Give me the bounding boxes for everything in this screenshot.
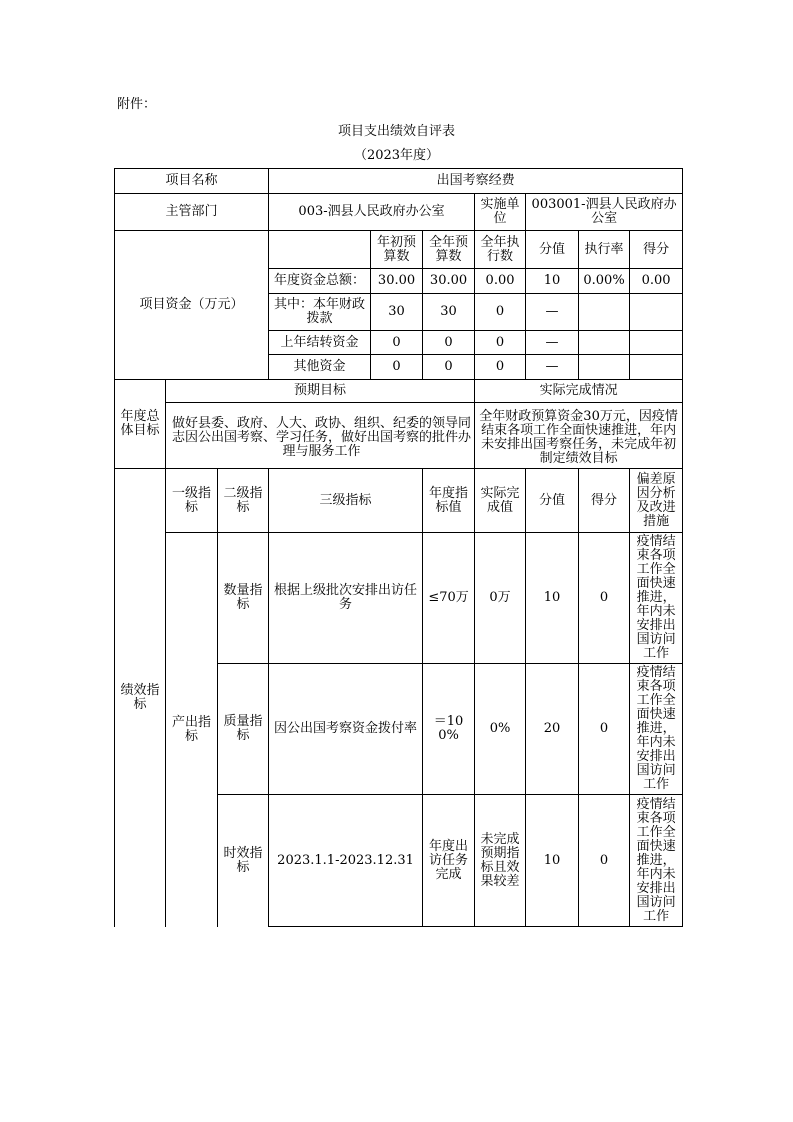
level3-indicator: 2023.1.1-2023.12.31 [269,795,423,927]
indicator-header: 实际完成值 [475,469,526,533]
implementer-label: 实施单位 [475,194,526,231]
funds-cell: — [526,355,579,380]
project-name-value: 出国考察经费 [269,169,683,194]
indicator-header: 一级指标 [166,469,218,533]
actual-value: 未完成预期指标且效果较差 [475,795,526,927]
page-title: 项目支出绩效自评表 [337,124,455,139]
funds-header: 分值 [526,231,579,269]
score-value: 10 [526,795,579,927]
funds-cell: 0 [475,355,526,380]
level2-indicator: 数量指标 [218,533,269,664]
level2-indicator: 质量指标 [218,664,269,795]
funds-row-label: 上年结转资金 [269,331,371,355]
project-name-label: 项目名称 [115,169,269,194]
funds-cell [579,294,630,331]
level2-indicator: 时效指标 [218,795,269,927]
funds-cell: 0.00 [630,269,683,294]
department-value: 003-泗县人民政府办公室 [269,194,475,231]
actual-goal-header: 实际完成情况 [475,380,683,403]
funds-cell [630,355,683,380]
target-value: ＝100% [423,664,475,795]
self-evaluation-table [114,168,683,927]
indicators-label: 绩效指标 [115,469,166,927]
score: 0 [579,533,630,664]
goals-label: 年度总体目标 [115,380,166,469]
attachment-label: 附件： [117,97,157,112]
indicators-header-row [115,469,683,533]
score-value: 20 [526,664,579,795]
funds-header: 得分 [630,231,683,269]
funds-cell: 0 [371,331,423,355]
funds-cell: 0 [475,331,526,355]
funds-header: 全年预算数 [423,231,475,269]
target-value: 年度出访任务完成 [423,795,475,927]
funds-cell: 0 [475,294,526,331]
funds-cell: 0 [371,355,423,380]
implementer-value: 003001-泗县人民政府办公室 [526,194,683,231]
funds-cell: 30.00 [371,269,423,294]
funds-cell: — [526,294,579,331]
funds-cell: 30 [371,294,423,331]
deviation-reason: 疫情结束各项工作全面快速推进，年内未安排出国访问工作 [630,664,683,795]
level1-indicator: 产出指标 [166,533,218,927]
indicator-row [115,533,683,664]
goals-header-row [115,380,683,403]
target-value: ≤70万 [423,533,475,664]
department-row [115,194,683,231]
funds-row-label: 其他资金 [269,355,371,380]
funds-header: 全年执行数 [475,231,526,269]
funds-cell [630,294,683,331]
funds-header: 年初预算数 [371,231,423,269]
expected-goal-text: 做好县委、政府、人大、政协、组织、纪委的领导同志因公出国考察、学习任务，做好出国考察的批件办理与服务工作 [166,403,475,469]
score-value: 10 [526,533,579,664]
funds-cell [579,355,630,380]
funds-row-label: 年度资金总额： [269,269,371,294]
funds-header: 执行率 [579,231,630,269]
department-label: 主管部门 [115,194,269,231]
deviation-reason: 疫情结束各项工作全面快速推进，年内未安排出国访问工作 [630,795,683,927]
level3-indicator: 因公出国考察资金拨付率 [269,664,423,795]
year-subtitle: （2023年度） [353,148,440,163]
indicator-header: 三级指标 [269,469,423,533]
funds-cell [579,331,630,355]
funds-header-row [115,231,683,269]
funds-cell: 0 [423,355,475,380]
deviation-reason: 疫情结束各项工作全面快速推进，年内未安排出国访问工作 [630,533,683,664]
funds-cell: 0.00 [475,269,526,294]
actual-goal-text: 全年财政预算资金30万元，因疫情结束各项工作全面快速推进，年内未安排出国考察任务，未完成年初制定绩效目标 [475,403,683,469]
indicator-header: 二级指标 [218,469,269,533]
indicator-header: 偏差原因分析及改进措施 [630,469,683,533]
level3-indicator: 根据上级批次安排出访任务 [269,533,423,664]
indicator-header: 分值 [526,469,579,533]
score: 0 [579,664,630,795]
score: 0 [579,795,630,927]
funds-header-blank [269,231,371,269]
funds-cell: 10 [526,269,579,294]
funds-cell: 30.00 [423,269,475,294]
funds-cell: 30 [423,294,475,331]
actual-value: 0% [475,664,526,795]
funds-label: 项目资金（万元） [115,231,269,380]
indicator-header: 年度指标值 [423,469,475,533]
goals-content-row [115,403,683,469]
actual-value: 0万 [475,533,526,664]
funds-cell: — [526,331,579,355]
expected-goal-header: 预期目标 [166,380,475,403]
project-name-row [115,169,683,194]
funds-row-label: 其中：本年财政拨款 [269,294,371,331]
funds-cell: 0 [423,331,475,355]
funds-cell [630,331,683,355]
indicator-header: 得分 [579,469,630,533]
funds-cell: 0.00% [579,269,630,294]
